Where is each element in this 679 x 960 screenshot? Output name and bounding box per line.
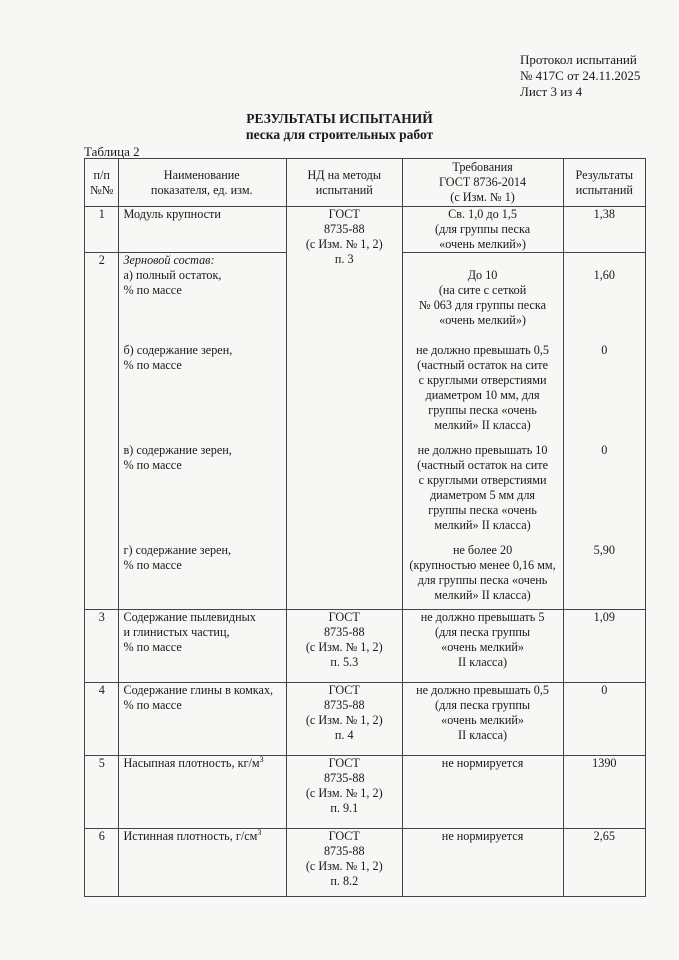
sub-b-name: б) содержание зерен, % по массе <box>123 343 233 372</box>
sub-c-result: 0 <box>601 443 608 457</box>
indicator-name: Модуль крупности <box>119 207 287 253</box>
result-value: 2,65 <box>563 829 645 897</box>
title-sub: песка для строительных работ <box>245 127 434 142</box>
table-header-row <box>85 159 646 207</box>
results-table <box>84 158 646 897</box>
title-main: РЕЗУЛЬТАТЫ ИСПЫТАНИЙ <box>246 111 433 126</box>
result-value: 0 <box>563 683 645 756</box>
indicator-name: Истинная плотность, $г/см^3$ <box>119 829 287 897</box>
row-number: 4 <box>85 683 119 756</box>
sub-c-name: в) содержание зерен, % по массе <box>123 443 232 472</box>
indicator-name: Содержание глины в комках, % по массе <box>119 683 287 756</box>
method-cell: ГОСТ 8735-88 (с Изм. № 1, 2) п. 8.2 <box>287 829 402 897</box>
row-number: 1 <box>85 207 119 253</box>
header-requirements: Требования ГОСТ 8736-2014 (с Изм. № 1) <box>402 159 563 207</box>
requirement-cell: не должно превышать 0,5 (для песка группы «очень мелкий» II класса) <box>402 683 563 756</box>
sub-c-requirement: не должно превышать 10 (частный остаток на сите с круглыми отверстиями диаметром 5 мм для группы песка «очень мелкий» II класса) <box>417 443 548 532</box>
indicator-name: Содержание пылевидных и глинистых частиц, % по массе <box>119 610 287 683</box>
grain-composition-results <box>563 253 645 610</box>
requirement-cell: не должно превышать 5 (для песка группы «очень мелкий» II класса) <box>402 610 563 683</box>
row-number: 3 <box>85 610 119 683</box>
page-counter: Лист 3 из 4 <box>520 84 583 99</box>
requirement-cell: не нормируется <box>402 756 563 829</box>
requirement-cell: не нормируется <box>402 829 563 897</box>
unit-superscript: 3 <box>259 754 264 764</box>
result-value: 1,38 <box>563 207 645 253</box>
sub-a-result: 1,60 <box>593 268 615 282</box>
table-row-3 <box>85 610 646 683</box>
row-number: 6 <box>85 829 119 897</box>
row-number: 2 <box>85 253 119 610</box>
result-value: 1390 <box>563 756 645 829</box>
sub-a-requirement: До 10 (на сите с сеткой № 063 для группы песка «очень мелкий») <box>419 268 547 327</box>
method-cell: ГОСТ 8735-88 (с Изм. № 1, 2) п. 3 <box>287 207 402 610</box>
requirement-cell: Св. 1,0 до 1,5 (для группы песка «очень мелкий») <box>402 207 563 253</box>
table-label: Таблица 2 <box>84 144 140 159</box>
row-number: 5 <box>85 756 119 829</box>
header-num: п/п №№ <box>85 159 119 207</box>
table-row-1 <box>85 207 646 253</box>
indicator-name: Насыпная плотность, $кг/м^3$ <box>119 756 287 829</box>
grain-composition-names <box>119 253 287 610</box>
sub-b-requirement: не должно превышать 0,5 (частный остаток на сите с круглыми отверстиями диаметром 10 мм, для группы песка «очень мелкий» II класса) <box>416 343 549 432</box>
method-cell: ГОСТ 8735-88 (с Изм. № 1, 2) п. 4 <box>287 683 402 756</box>
document-title <box>0 111 679 143</box>
grain-composition-requirements <box>402 253 563 610</box>
protocol-title: Протокол испытаний <box>520 52 637 67</box>
result-value: 1,09 <box>563 610 645 683</box>
unit-superscript: 3 <box>257 827 262 837</box>
grain-composition-title: Зерновой состав: <box>123 253 215 267</box>
protocol-header <box>520 52 640 100</box>
header-name: Наименование показателя, ед. изм. <box>119 159 287 207</box>
sub-a-name: а) полный остаток, % по массе <box>123 268 222 297</box>
sub-b-result: 0 <box>601 343 608 357</box>
table-row-5 <box>85 756 646 829</box>
table-row-6 <box>85 829 646 897</box>
header-results: Результаты испытаний <box>563 159 645 207</box>
method-cell: ГОСТ 8735-88 (с Изм. № 1, 2) п. 5.3 <box>287 610 402 683</box>
header-nd: НД на методы испытаний <box>287 159 402 207</box>
table-row-4 <box>85 683 646 756</box>
method-cell: ГОСТ 8735-88 (с Изм. № 1, 2) п. 9.1 <box>287 756 402 829</box>
sub-d-result: 5,90 <box>593 543 615 557</box>
protocol-number: № 417С от 24.11.2025 <box>520 68 641 83</box>
sub-d-requirement: не более 20 (крупностью менее 0,16 мм, для группы песка «очень мелкий» II класса) <box>409 543 556 602</box>
sub-d-name: г) содержание зерен, % по массе <box>123 543 232 572</box>
